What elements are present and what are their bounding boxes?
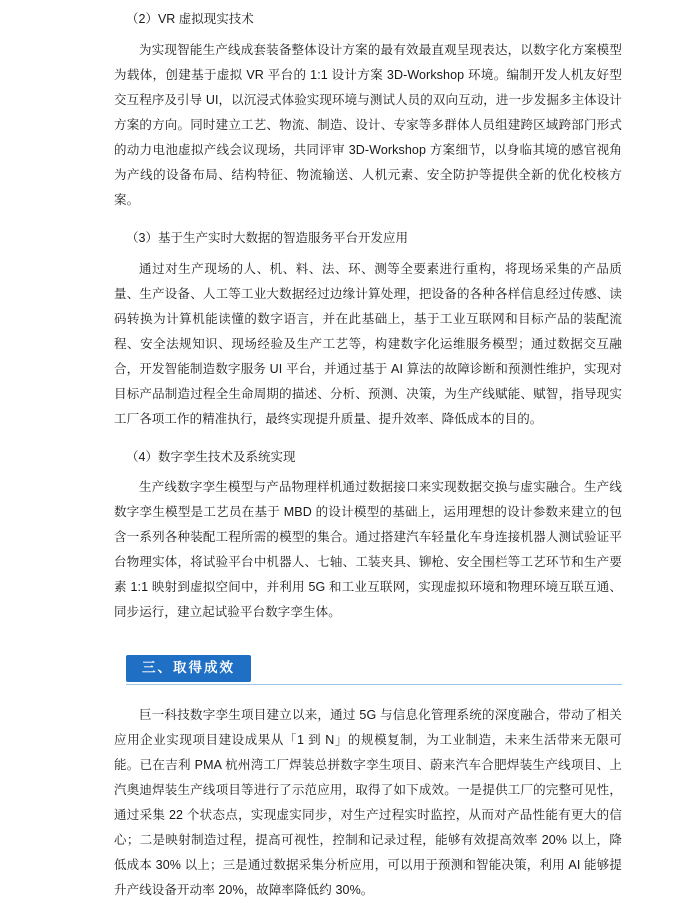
section-banner-results xyxy=(114,655,622,681)
paragraph-vr: 为实现智能生产线成套装备整体设计方案的最有效最直观呈现表达，以数字化方案模型为载体，创建基于虚拟 VR 平台的 1:1 设计方案 3D-Workshop 环境。编制开发人机友好型交互程序及引导 UI，以沉浸式体验实现环境与测试人员的双向互动，进一步发掘多主体设计方案的方向。同时建立工艺、物流、制造、设计、专家等多群体人员组建跨区域跨部门形式的动力电池虚拟产线会议现场，共同评审 3D-Workshop 方案细节，以身临其境的感官视角为产线的设备布局、结构特征、物流输送、人机元素、安全防护等提供全新的优化校核方案。 xyxy=(114,42,622,207)
subheading-vr: （2）VR 虚拟现实技术 xyxy=(126,12,254,26)
subheading-bigdata: （3）基于生产实时大数据的智造服务平台开发应用 xyxy=(126,230,408,245)
paragraph-digital-twin: 生产线数字孪生模型与产品物理样机通过数据接口来实现数据交换与虚实融合。生产线数字孪生模型是工艺员在基于 MBD 的设计模型的基础上，运用理想的设计参数来建立的包含一系列各种装配工程所需的模型的集合。通过搭建汽车轻量化车身连接机器人测试验证平台物理实体，将试验平台中机器人、七轴、工装夹具、铆枪、安全围栏等工艺环节和生产要素 1:1 映射到虚拟空间中，并利用 5G 和工业互联网，实现虚拟环境和物理环境互联互通、同步运行，建立起试验平台数字孪生体。 xyxy=(114,480,622,620)
section-title: 三、取得成效 xyxy=(126,655,251,682)
paragraph-results: 巨一科技数字孪生项目建立以来，通过 5G 与信息化管理系统的深度融合，带动了相关应用企业实现项目建设成果从「1 到 N」的规模复制，为工业制造，未来生活带来无限可能。已在吉利 PMA 杭州湾工厂焊装总拼数字孪生项目、蔚来汽车合肥焊装生产线项目、上汽奥迪焊装生产线项目等进行了示范应用，取得了如下成效。一是提供工厂的完整可见性，通过采集 22 个状态点，实现虚实同步，对生产过程实时监控，从而对产品性能有更大的信心；二是映射制造过程，提高可视性，控制和记录过程，能够有效提高效率 20% 以上，降低成本 30% 以上；三是通过数据采集分析应用，可以用于预测和智能决策，利用 AI 能够提升产线设备开动率 20%，故障率降低约 30%。 xyxy=(114,708,622,898)
section-divider xyxy=(126,684,622,685)
subheading-digital-twin: （4）数字孪生技术及系统实现 xyxy=(126,449,296,464)
paragraph-bigdata: 通过对生产现场的人、机、料、法、环、测等全要素进行重构，将现场采集的产品质量、生产设备、人工等工业大数据经过边缘计算处理，把设备的各种各样信息经过传感、读码转换为计算机能读懂的数字语言，并在此基础上，基于工业互联网和目标产品的装配流程、安全法规知识、现场经验及生产工艺等，构建数字化运维服务模型；通过数据交互融合，开发智能制造数字服务 UI 平台，并通过基于 AI 算法的故障诊断和预测性维护，实现对目标产品制造过程全生命周期的描述、分析、预测、决策，为生产线赋能、赋智，指导现实工厂各项工作的精准执行，最终实现提升质量、提升效率、降低成本的目的。 xyxy=(114,261,622,426)
